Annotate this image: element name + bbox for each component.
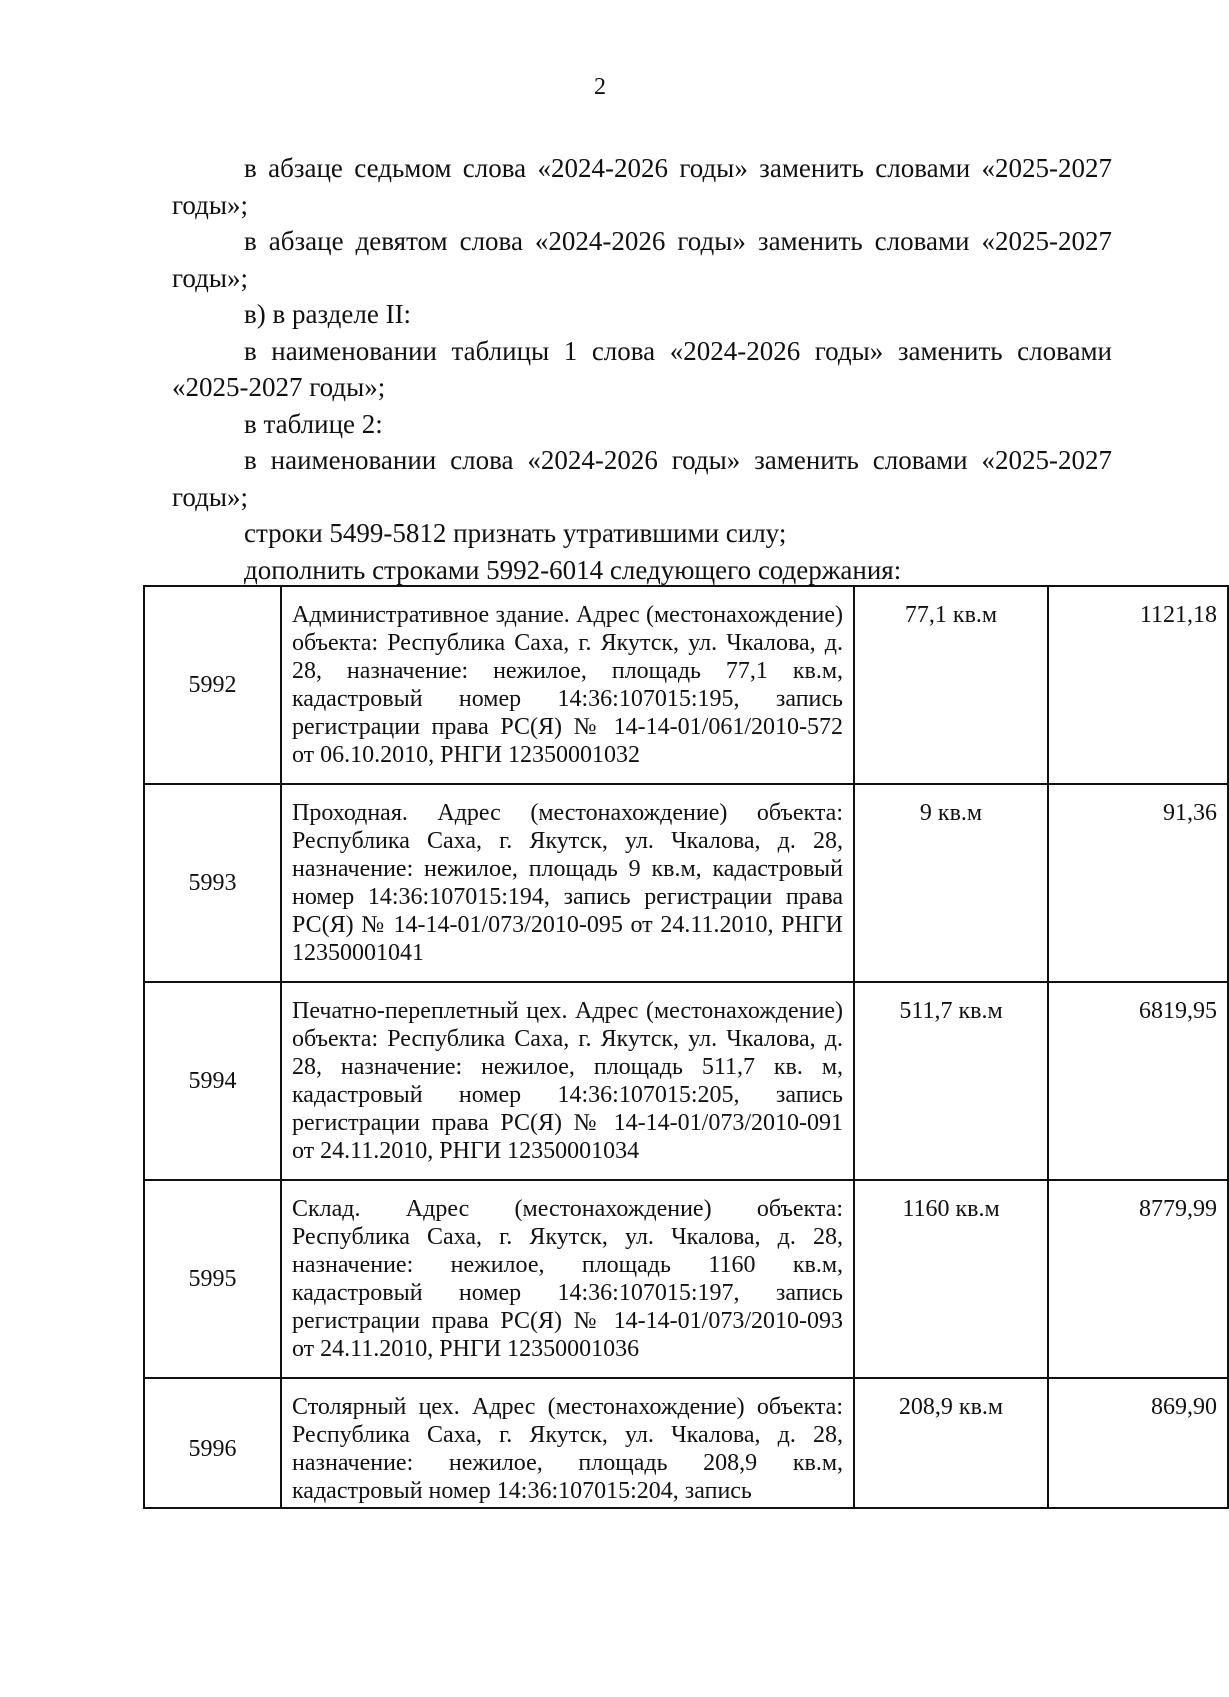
table-row: [144, 784, 1228, 982]
row-number-cell: 5992: [144, 586, 281, 784]
area-cell: 9 кв.м: [854, 784, 1048, 982]
value-cell: 1121,18: [1048, 586, 1228, 784]
value-cell: 8779,99: [1048, 1180, 1228, 1378]
paragraph: в абзаце седьмом слова «2024-2026 годы» заменить словами «2025-2027 годы»;: [172, 153, 1112, 220]
table-row: [144, 1378, 1228, 1508]
property-table: [143, 585, 1229, 1509]
description-cell: Печатно-переплетный цех. Адрес (местонахождение) объекта: Республика Саха, г. Якутск, ул. Чкалова, д. 28, назначение: нежилое, площадь 511,7 кв. м, кадастровый номер 14:36:107015:205, запись регистрации права РС(Я) № 14-14-01/073/2010-091 от 24.11.2010, РНГИ 12350001034: [281, 982, 854, 1180]
paragraph: в наименовании слова «2024-2026 годы» заменить словами «2025-2027 годы»;: [172, 445, 1112, 512]
paragraph: в таблице 2:: [244, 408, 383, 439]
description-cell: Проходная. Адрес (местонахождение) объекта: Республика Саха, г. Якутск, ул. Чкалова, д. 28, назначение: нежилое, площадь 9 кв.м, кадастровый номер 14:36:107015:194, запись регистрации права РС(Я) № 14-14-01/073/2010-095 от 24.11.2010, РНГИ 12350001041: [281, 784, 854, 982]
table-row: [144, 982, 1228, 1180]
paragraph: в наименовании таблицы 1 слова «2024-2026 годы» заменить словами «2025-2027 годы»;: [172, 335, 1112, 402]
area-cell: 77,1 кв.м: [854, 586, 1048, 784]
description-cell: Административное здание. Адрес (местонахождение) объекта: Республика Саха, г. Якутск, ул. Чкалова, д. 28, назначение: нежилое, площадь 77,1 кв.м, кадастровый номер 14:36:107015:195, запись регистрации права РС(Я) № 14-14-01/061/2010-572 от 06.10.2010, РНГИ 12350001032: [281, 586, 854, 784]
area-cell: 511,7 кв.м: [854, 982, 1048, 1180]
paragraph: в) в разделе II:: [244, 299, 412, 329]
row-number-cell: 5995: [144, 1180, 281, 1378]
value-cell: 869,90: [1048, 1378, 1228, 1508]
value-cell: 6819,95: [1048, 982, 1228, 1180]
value-cell: 91,36: [1048, 784, 1228, 982]
row-number-cell: 5994: [144, 982, 281, 1180]
table-row: [144, 1180, 1228, 1378]
row-number-cell: 5996: [144, 1378, 281, 1508]
description-cell: Склад. Адрес (местонахождение) объекта: Республика Саха, г. Якутск, ул. Чкалова, д. 28, назначение: нежилое, площадь 1160 кв.м, кадастровый номер 14:36:107015:197, запись регистрации права РС(Я) № 14-14-01/073/2010-093 от 24.11.2010, РНГИ 12350001036: [281, 1180, 854, 1378]
paragraph: в абзаце девятом слова «2024-2026 годы» заменить словами «2025-2027 годы»;: [172, 226, 1112, 293]
table-row: [144, 586, 1228, 784]
row-number-cell: 5993: [144, 784, 281, 982]
amendment-text: [172, 150, 1112, 588]
paragraph: строки 5499-5812 признать утратившими силу;: [244, 518, 787, 548]
description-cell: Столярный цех. Адрес (местонахождение) объекта: Республика Саха, г. Якутск, ул. Чкалова, д. 28, назначение: нежилое, площадь 208,9 кв.м, кадастровый номер 14:36:107015:204, запись: [281, 1378, 854, 1508]
area-cell: 208,9 кв.м: [854, 1378, 1048, 1508]
page-number: 2: [594, 74, 606, 100]
area-cell: 1160 кв.м: [854, 1180, 1048, 1378]
paragraph: дополнить строками 5992-6014 следующего содержания:: [244, 554, 902, 585]
